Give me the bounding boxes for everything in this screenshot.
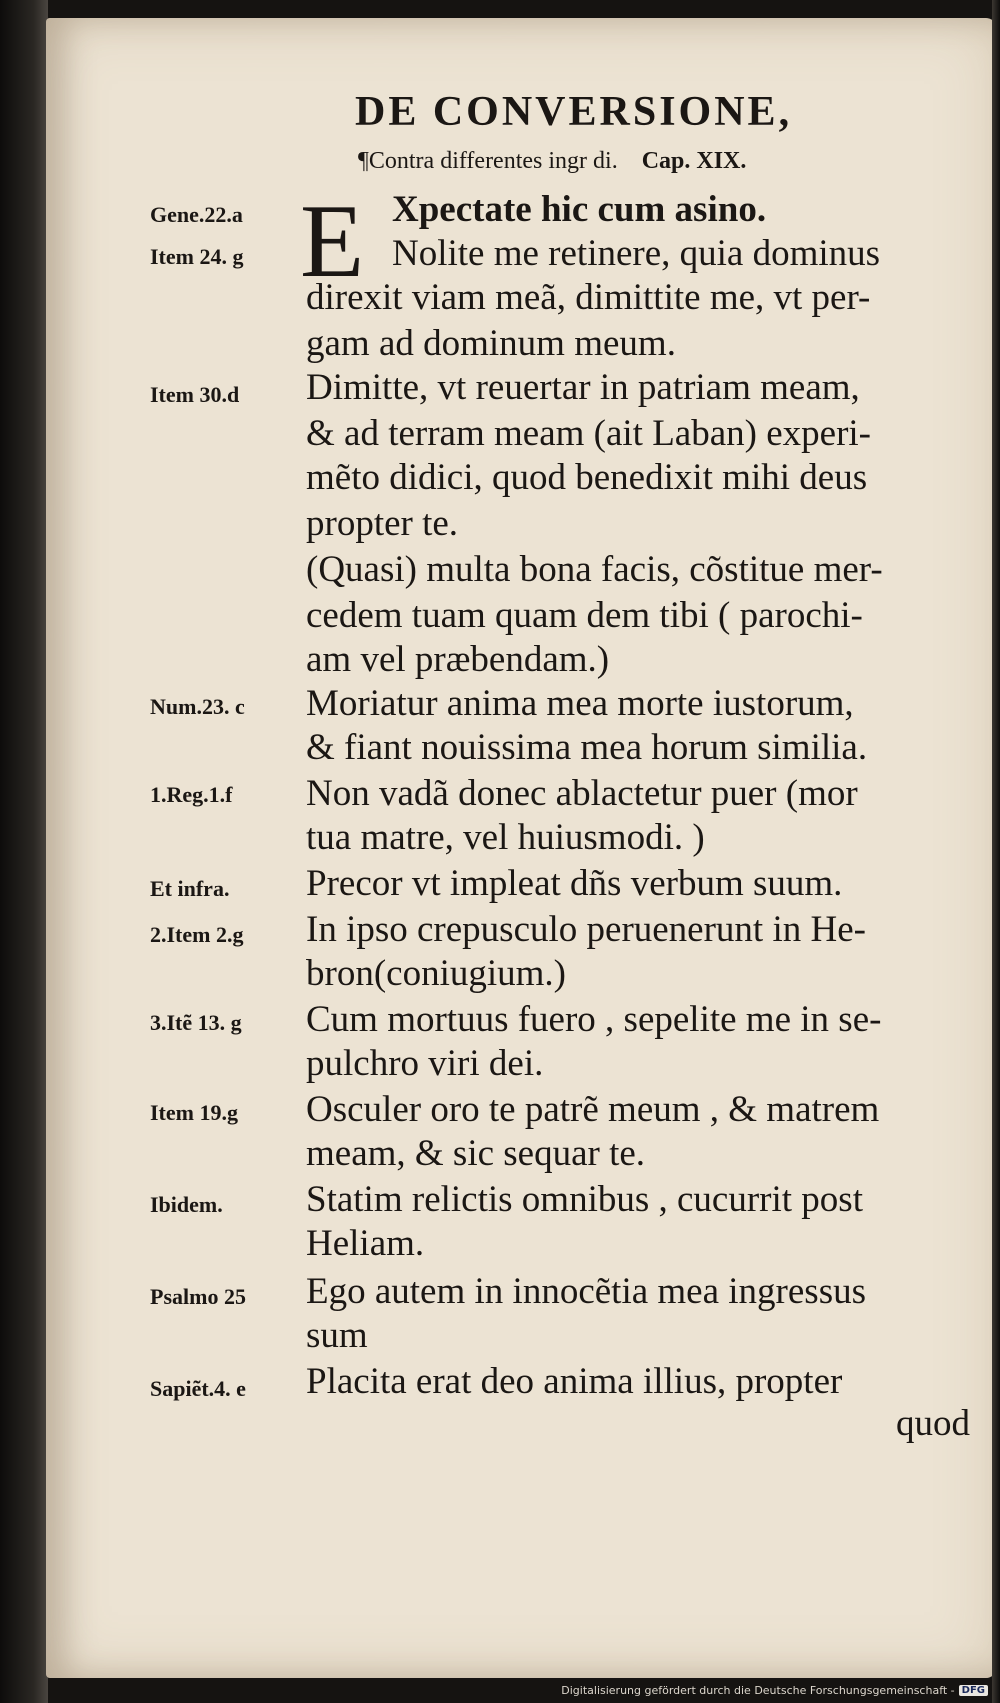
text-line: & fiant nouissima mea horum similia. xyxy=(306,727,868,768)
margin-note: 2.Item 2.g xyxy=(150,922,244,947)
text-line: & ad terram meam (ait Laban) experi- xyxy=(306,413,871,454)
drop-cap: E xyxy=(300,182,365,299)
text-line: In ipso crepusculo peruenerunt in He- xyxy=(306,909,866,950)
text-line: direxit viam meã, dimittite me, vt per- xyxy=(306,277,871,318)
margin-note: Psalmo 25 xyxy=(150,1284,246,1309)
text-line: Precor vt impleat dñs verbum suum. xyxy=(306,863,843,904)
margin-note: Gene.22.a xyxy=(150,202,243,227)
margin-note: 3.Itẽ 13. g xyxy=(150,1010,242,1035)
text-line: propter te. xyxy=(306,503,459,544)
text-line: bron(coniugium.) xyxy=(306,953,566,994)
text-line: am vel præbendam.) xyxy=(306,639,610,680)
text-line: Heliam. xyxy=(306,1223,425,1264)
margin-note: Ibidem. xyxy=(150,1192,223,1217)
text-line: tua matre, vel huiusmodi. ) xyxy=(306,817,705,858)
running-head xyxy=(358,148,746,175)
funding-notice-text: Digitalisierung gefördert durch die Deutsche Forschungsgemeinschaft - xyxy=(561,1684,955,1697)
book-spine-shadow xyxy=(0,0,48,1703)
text-line: Xpectate hic cum asino. xyxy=(392,189,767,230)
text-line: mẽto didici, quod benedixit mihi deus xyxy=(306,457,868,498)
chapter-label: Cap. XIX. xyxy=(641,148,747,174)
text-line: Nolite me retinere, quia dominus xyxy=(392,233,881,274)
text-line: Moriatur anima mea morte iustorum, xyxy=(306,683,854,724)
margin-note: Item 30.d xyxy=(150,382,240,407)
page-edge-shadow xyxy=(992,0,1000,1703)
text-line: Cum mortuus fuero , sepelite me in se- xyxy=(306,999,882,1040)
margin-note: Num.23. c xyxy=(150,694,245,719)
text-line: Non vadã donec ablactetur puer (mor xyxy=(306,773,858,814)
margin-note: 1.Reg.1.f xyxy=(150,782,233,807)
text-line: gam ad dominum meum. xyxy=(306,323,676,364)
text-line: Ego autem in innocẽtia mea ingressus xyxy=(306,1271,866,1312)
margin-note: Et infra. xyxy=(150,876,230,901)
catchword: quod xyxy=(896,1403,970,1444)
text-line: pulchro viri dei. xyxy=(306,1043,544,1084)
text-line: Placita erat deo anima illius, propter xyxy=(306,1361,843,1402)
funding-notice xyxy=(561,1684,988,1697)
dfg-logo: DFG xyxy=(959,1685,988,1696)
text-line: cedem tuam quam dem tibi ( parochi- xyxy=(306,595,863,636)
page-title: DE CONVERSIONE, xyxy=(355,89,793,135)
margin-note: Item 19.g xyxy=(150,1100,238,1125)
text-line: sum xyxy=(306,1315,368,1356)
text-line: meam, & sic sequar te. xyxy=(306,1133,646,1174)
text-line: Statim relictis omnibus , cucurrit post xyxy=(306,1179,863,1220)
running-head-text: ¶Contra differentes ingr di. xyxy=(358,148,618,174)
text-line: Osculer oro te patrẽ meum , & matrem xyxy=(306,1089,880,1130)
margin-note: Sapiẽt.4. e xyxy=(150,1376,246,1401)
text-line: (Quasi) multa bona facis, cõstitue mer- xyxy=(306,549,883,590)
margin-note: Item 24. g xyxy=(150,244,244,269)
text-line: Dimitte, vt reuertar in patriam meam, xyxy=(306,367,860,408)
